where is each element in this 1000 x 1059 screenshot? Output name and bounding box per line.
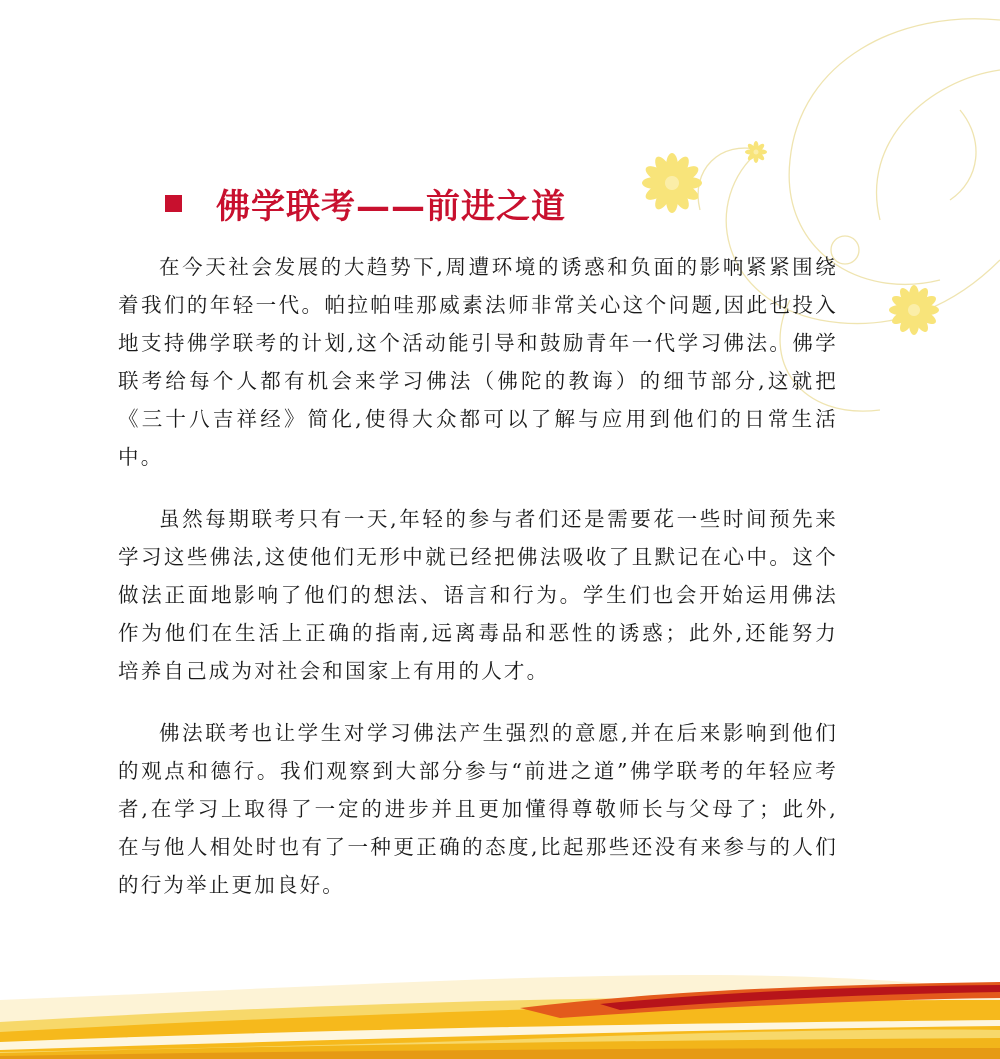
flower-icon bbox=[642, 153, 702, 213]
paragraph-3: 佛法联考也让学生对学习佛法产生强烈的意愿,并在后来影响到他们的观点和德行。我们观察到大部分参与“前进之道”佛学联考的年轻应考者,在学习上取得了一定的进步并且更加懂得尊敬师长与父母了；此外,在与他人相处时也有了一种更正确的态度,比起那些还没有来参与的人们的行为举止更加良好。 bbox=[118, 721, 838, 897]
article-body bbox=[118, 248, 838, 928]
paragraph-2: 虽然每期联考只有一天,年轻的参与者们还是需要花一些时间预先来学习这些佛法,这使他们无形中就已经把佛法吸收了且默记在心中。这个做法正面地影响了他们的想法、语言和行为。学生们也会开始运用佛法作为他们在生活上正确的指南,远离毒品和恶性的诱惑；此外,还能努力培养自己成为对社会和国家上有用的人才。 bbox=[118, 507, 838, 683]
flower-icon bbox=[745, 141, 767, 163]
flower-icon bbox=[889, 285, 939, 335]
paragraph-1: 在今天社会发展的大趋势下,周遭环境的诱惑和负面的影响紧紧围绕着我们的年轻一代。帕拉帕哇那威素法师非常关心这个问题,因此也投入地支持佛学联考的计划,这个活动能引导和鼓励青年一代学习佛法。佛学联考给每个人都有机会来学习佛法（佛陀的教诲）的细节部分,这就把《三十八吉祥经》简化,使得大众都可以了解与应用到他们的日常生活中。 bbox=[118, 255, 838, 469]
section-heading bbox=[165, 178, 566, 228]
wave-ribbon-decoration bbox=[0, 975, 1000, 1059]
square-bullet-icon bbox=[165, 195, 182, 212]
section-title: 佛学联考——前进之道 bbox=[216, 186, 566, 227]
